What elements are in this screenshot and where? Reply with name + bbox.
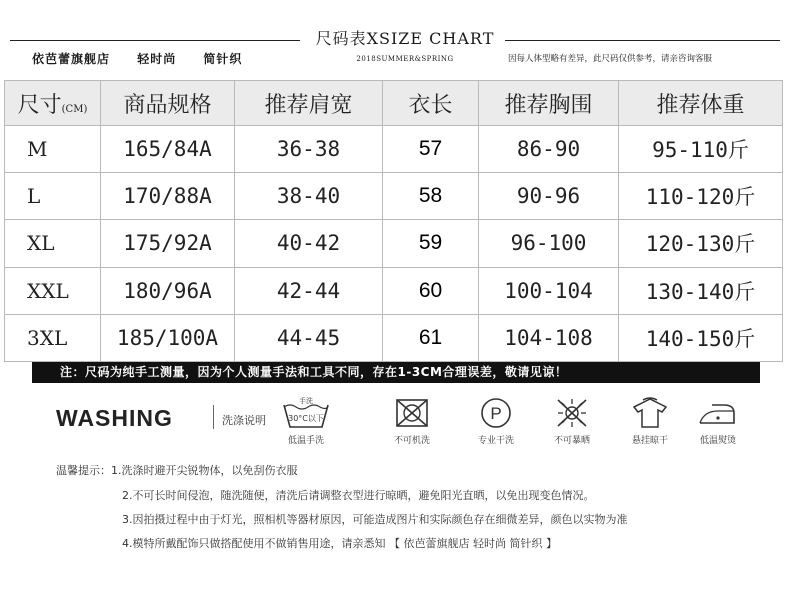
cell-spec: 185/100A	[101, 314, 235, 361]
low-iron-label: 低温熨烫	[699, 436, 736, 446]
cell-weight: 120-130斤	[619, 220, 783, 267]
washing-title: WASHING	[56, 405, 173, 431]
hang-dry-icon	[630, 395, 670, 431]
brand-slogan-1: 轻时尚	[137, 52, 177, 66]
cell-size: 3XL	[5, 314, 101, 361]
season-label: 2018SUMMER&SPRING	[356, 55, 454, 63]
washing-subtitle: 洗涤说明	[222, 414, 266, 427]
cell-spec: 180/96A	[101, 267, 235, 314]
header-length: 衣长	[383, 81, 479, 126]
cell-size: M	[5, 126, 101, 173]
hand-wash-top-text: 手洗	[299, 397, 313, 405]
hang-dry-label: 悬挂晾干	[631, 436, 668, 446]
wash-item-dry-clean	[456, 395, 536, 446]
dry-clean-label: 专业干洗	[477, 436, 514, 446]
cell-spec: 170/88A	[101, 173, 235, 220]
cell-shoulder: 44-45	[235, 314, 383, 361]
header-spec: 商品规格	[101, 81, 235, 126]
cell-spec: 165/84A	[101, 126, 235, 173]
cell-length: 59	[383, 220, 479, 267]
wash-item-hand	[266, 395, 346, 446]
cell-size: XXL	[5, 267, 101, 314]
table-row	[5, 173, 783, 220]
header-line-right	[505, 40, 780, 41]
cell-weight: 130-140斤	[619, 267, 783, 314]
no-machine-wash-label: 不可机洗	[393, 436, 430, 446]
washing-divider	[213, 405, 214, 429]
dry-clean-letter: P	[490, 404, 502, 423]
brand-line	[32, 50, 264, 67]
wash-item-no-sun	[532, 395, 612, 446]
cell-weight: 95-110斤	[619, 126, 783, 173]
wash-item-low-iron	[678, 395, 758, 446]
cell-size: XL	[5, 220, 101, 267]
no-sun-label: 不可暴晒	[553, 436, 590, 446]
cell-length: 60	[383, 267, 479, 314]
low-iron-icon	[696, 395, 740, 431]
professional-dry-clean-icon	[476, 395, 516, 431]
brand-slogan-2: 简针织	[203, 52, 243, 66]
tip-line-1: 温馨提示：1.洗涤时避开尖锐物体，以免刮伤衣服	[56, 464, 298, 477]
hand-wash-temp-text: 30°C以下	[288, 414, 324, 423]
table-row	[5, 220, 783, 267]
cell-length: 57	[383, 126, 479, 173]
header-line-left	[10, 40, 300, 41]
header-weight: 推荐体重	[619, 81, 783, 126]
tip-line-4: 4.模特所戴配饰只做搭配使用不做销售用途，请亲悉知 【 依芭蕾旗舰店 轻时尚 简针织 】	[122, 537, 557, 550]
table-row	[5, 267, 783, 314]
tip-line-3: 3.因拍摄过程中由于灯光，照相机等器材原因，可能造成图片和实际颜色存在细微差异，颜色以实物为准	[122, 513, 628, 526]
cell-weight: 140-150斤	[619, 314, 783, 361]
table-row	[5, 126, 783, 173]
tip-line-2: 2.不可长时间侵泡，随洗随便，清洗后请调整衣型进行晾晒，避免阳光直晒，以免出现变色情况。	[122, 489, 595, 502]
cell-length: 58	[383, 173, 479, 220]
cell-chest: 96-100	[479, 220, 619, 267]
cell-shoulder: 36-38	[235, 126, 383, 173]
chart-title: 尺码表XSIZE CHART	[315, 29, 495, 48]
header-chest: 推荐胸围	[479, 81, 619, 126]
header-size-unit: (CM)	[61, 103, 88, 115]
no-sun-dry-icon	[552, 395, 592, 431]
size-chart-table	[4, 80, 783, 362]
table-header-row	[5, 81, 783, 126]
no-machine-wash-icon	[392, 395, 432, 431]
table-row	[5, 314, 783, 361]
cell-size: L	[5, 173, 101, 220]
cell-weight: 110-120斤	[619, 173, 783, 220]
cell-shoulder: 38-40	[235, 173, 383, 220]
wash-item-no-machine	[372, 395, 452, 446]
cell-length: 61	[383, 314, 479, 361]
cell-spec: 175/92A	[101, 220, 235, 267]
brand-name: 依芭蕾旗舰店	[32, 52, 111, 66]
cell-shoulder: 40-42	[235, 220, 383, 267]
hand-wash-icon	[280, 395, 332, 431]
cell-shoulder: 42-44	[235, 267, 383, 314]
cell-chest: 86-90	[479, 126, 619, 173]
header-size: 尺寸(CM)	[5, 81, 101, 126]
cell-chest: 104-108	[479, 314, 619, 361]
hand-wash-label: 低温手洗	[287, 436, 324, 446]
measurement-note: 注：尺码为纯手工测量，因为个人测量手法和工具不同，存在1-3CM合理误差，敬请见谅！	[32, 362, 760, 383]
cell-chest: 100-104	[479, 267, 619, 314]
size-notice: 因每人体型略有差异，此尺码仅供参考，请亲咨询客服	[508, 54, 713, 64]
header-shoulder: 推荐肩宽	[235, 81, 383, 126]
cell-chest: 90-96	[479, 173, 619, 220]
